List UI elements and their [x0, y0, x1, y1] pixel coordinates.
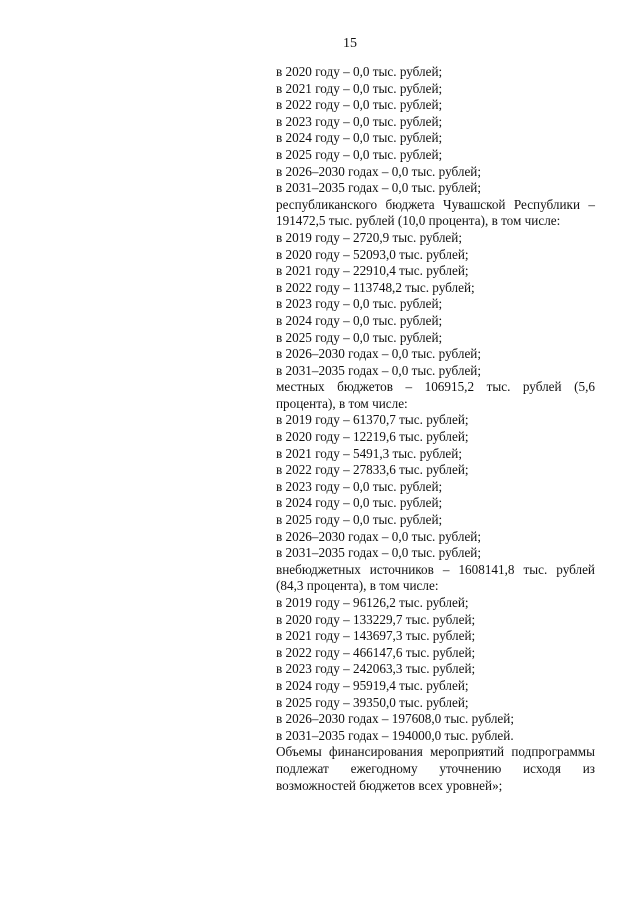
funding-block-years-3: [276, 412, 595, 561]
funding-line: в 2022 году – 0,0 тыс. рублей;: [276, 97, 443, 113]
document-text-column: [276, 64, 595, 794]
funding-line: в 2019 году – 2720,9 тыс. рублей;: [276, 229, 462, 245]
funding-line: в 2022 году – 466147,6 тыс. рублей;: [276, 644, 476, 660]
funding-line: в 2025 году – 39350,0 тыс. рублей;: [276, 694, 469, 710]
local-budget-paragraph: местных бюджетов – 106915,2 тыс. рублей (5,6 процента), в том числе:: [276, 379, 595, 411]
funding-line: в 2021 году – 5491,3 тыс. рублей;: [276, 445, 462, 461]
page-number: 15: [343, 36, 357, 51]
funding-line: в 2026–2030 годах – 197608,0 тыс. рублей;: [276, 711, 514, 727]
funding-line: в 2021 году – 143697,3 тыс. рублей;: [276, 628, 476, 644]
funding-line: в 2022 году – 27833,6 тыс. рублей;: [276, 462, 469, 478]
extrabudgetary-paragraph: внебюджетных источников – 1608141,8 тыс. рублей (84,3 процента), в том числе:: [276, 561, 595, 594]
funding-block-years-4: [276, 595, 595, 744]
funding-line: в 2022 году – 113748,2 тыс. рублей;: [276, 279, 475, 295]
funding-line: в 2025 году – 0,0 тыс. рублей;: [276, 512, 443, 528]
funding-line: в 2024 году – 0,0 тыс. рублей;: [276, 130, 443, 146]
funding-line: в 2026–2030 годах – 0,0 тыс. рублей;: [276, 163, 482, 179]
funding-line: в 2020 году – 133229,7 тыс. рублей;: [276, 611, 476, 627]
funding-line: в 2019 году – 61370,7 тыс. рублей;: [276, 412, 469, 428]
funding-line: в 2031–2035 годах – 194000,0 тыс. рублей.: [276, 727, 514, 743]
funding-line: в 2021 году – 22910,4 тыс. рублей;: [276, 263, 469, 279]
funding-block-years-2: [276, 230, 595, 379]
funding-line: в 2031–2035 годах – 0,0 тыс. рублей;: [276, 180, 482, 196]
funding-line: в 2026–2030 годах – 0,0 тыс. рублей;: [276, 346, 482, 362]
funding-line: в 2023 году – 0,0 тыс. рублей;: [276, 296, 443, 312]
funding-line: в 2023 году – 0,0 тыс. рублей;: [276, 113, 443, 129]
final-paragraph: Объемы финансирования мероприятий подпрограммы подлежат ежегодному уточнению исходя из возможностей бюджетов всех уровней»;: [276, 744, 595, 793]
funding-line: в 2026–2030 годах – 0,0 тыс. рублей;: [276, 528, 482, 544]
funding-line: в 2021 году – 0,0 тыс. рублей;: [276, 80, 443, 96]
funding-line: в 2023 году – 242063,3 тыс. рублей;: [276, 661, 476, 677]
funding-line: в 2019 году – 96126,2 тыс. рублей;: [276, 595, 469, 610]
funding-line: в 2023 году – 0,0 тыс. рублей;: [276, 478, 443, 494]
funding-line: в 2031–2035 годах – 0,0 тыс. рублей;: [276, 362, 482, 378]
funding-line: в 2020 году – 12219,6 тыс. рублей;: [276, 429, 469, 445]
funding-line: в 2024 году – 0,0 тыс. рублей;: [276, 495, 443, 511]
funding-line: в 2025 году – 0,0 тыс. рублей;: [276, 329, 443, 345]
funding-block-years-1: [276, 64, 595, 197]
funding-line: в 2024 году – 95919,4 тыс. рублей;: [276, 677, 469, 693]
funding-line: в 2025 году – 0,0 тыс. рублей;: [276, 146, 443, 162]
funding-line: в 2031–2035 годах – 0,0 тыс. рублей;: [276, 545, 482, 561]
funding-line: в 2024 году – 0,0 тыс. рублей;: [276, 312, 443, 328]
funding-line: в 2020 году – 0,0 тыс. рублей;: [276, 64, 443, 79]
republic-budget-paragraph: республиканского бюджета Чувашской Республики – 191472,5 тыс. рублей (10,0 процента), в том числе:: [276, 196, 595, 229]
funding-line: в 2020 году – 52093,0 тыс. рублей;: [276, 246, 469, 262]
